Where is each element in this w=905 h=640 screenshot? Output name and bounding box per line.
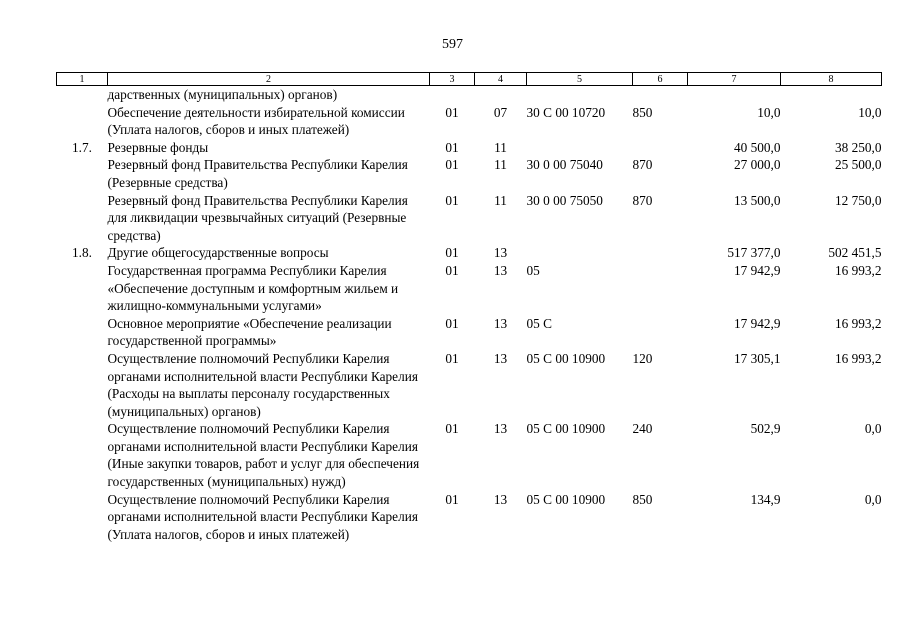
expense-type-code — [633, 262, 688, 315]
expense-type-code: 850 — [632, 104, 653, 120]
column-header: 8 — [781, 73, 882, 86]
amount-year-1: 27 000,0 — [733, 157, 781, 173]
section-code: 01 — [445, 139, 459, 155]
expense-name: Резервный фонд Правительства Республики Карелия для ликвидации чрезвычайных ситуаций (Резервные средства) — [107, 192, 408, 243]
column-header: 3 — [430, 73, 475, 86]
target-article-code: 30 0 00 75050 — [526, 192, 603, 208]
expense-type-code — [633, 244, 688, 262]
row-number — [57, 491, 108, 544]
expense-type-code: 870 — [632, 192, 653, 208]
section-code: 01 — [445, 157, 459, 173]
budget-table — [56, 72, 882, 543]
subsection-code — [475, 86, 527, 104]
table-row — [57, 420, 882, 490]
target-article-code: 05 С 00 10900 — [526, 350, 606, 366]
target-article-code: 30 С 00 10720 — [526, 104, 606, 120]
target-article-code: 05 — [526, 262, 540, 278]
table-row — [57, 104, 882, 139]
expense-type-code: 120 — [632, 350, 653, 366]
amount-year-2: 0,0 — [864, 421, 882, 437]
subsection-code: 13 — [493, 315, 508, 331]
table-row — [57, 244, 882, 262]
amount-year-2: 10,0 — [858, 104, 882, 120]
target-article-code: 30 0 00 75040 — [526, 157, 603, 173]
section-code: 01 — [445, 262, 459, 278]
amount-year-2 — [781, 86, 882, 104]
page-number: 597 — [442, 37, 463, 52]
row-number — [57, 192, 108, 245]
column-header: 7 — [688, 73, 781, 86]
table-row — [57, 350, 882, 420]
section-code: 01 — [445, 245, 459, 261]
amount-year-2: 12 750,0 — [834, 192, 882, 208]
section-code — [430, 86, 475, 104]
expense-name: Осуществление полномочий Республики Карелия органами исполнительной власти Республики Карелия (Расходы на выплаты персоналу государственных (муниципальных) органов) — [107, 350, 418, 419]
table-row — [57, 491, 882, 544]
subsection-code: 07 — [493, 104, 508, 120]
subsection-code: 11 — [494, 157, 507, 173]
table-row — [57, 192, 882, 245]
expense-type-code — [633, 139, 688, 157]
row-number — [57, 350, 108, 420]
section-code: 01 — [445, 491, 459, 507]
expense-type-code: 870 — [632, 157, 653, 173]
amount-year-1: 502,9 — [750, 421, 781, 437]
section-code: 01 — [445, 104, 459, 120]
table-row — [57, 156, 882, 191]
target-article-code — [527, 86, 633, 104]
expense-name: Основное мероприятие «Обеспечение реализации государственной программы» — [107, 315, 392, 349]
expense-name: Обеспечение деятельности избирательной комиссии (Уплата налогов, сборов и иных платежей) — [107, 104, 405, 138]
row-number — [57, 156, 108, 191]
expense-name: Резервные фонды — [107, 139, 209, 155]
column-header: 4 — [475, 73, 527, 86]
target-article-code: 05 С 00 10900 — [526, 421, 606, 437]
amount-year-1: 134,9 — [750, 491, 781, 507]
expense-name: Осуществление полномочий Республики Карелия органами исполнительной власти Республики Карелия (Уплата налогов, сборов и иных платежей) — [107, 491, 418, 542]
target-article-code: 05 С 00 10900 — [526, 491, 606, 507]
subsection-code: 11 — [494, 192, 507, 208]
amount-year-1: 517 377,0 — [727, 245, 781, 261]
expense-name: Осуществление полномочий Республики Карелия органами исполнительной власти Республики Карелия (Иные закупки товаров, работ и услуг для обеспечения государственных (муниципальных) нужд) — [107, 421, 420, 490]
subsection-code: 11 — [494, 139, 507, 155]
subsection-code: 13 — [493, 262, 508, 278]
row-number — [57, 315, 108, 350]
row-number: 1.8. — [72, 245, 92, 261]
amount-year-1: 17 942,9 — [733, 262, 781, 278]
subsection-code: 13 — [493, 491, 508, 507]
expense-name: Другие общегосударственные вопросы — [107, 245, 329, 261]
amount-year-1: 10,0 — [757, 104, 781, 120]
subsection-code: 13 — [493, 421, 508, 437]
table-row — [57, 262, 882, 315]
expense-type-code: 850 — [632, 491, 653, 507]
amount-year-2: 0,0 — [864, 491, 882, 507]
row-number — [57, 262, 108, 315]
amount-year-1: 40 500,0 — [733, 139, 781, 155]
expense-type-code: 240 — [632, 421, 653, 437]
column-number-header-row — [57, 73, 882, 86]
column-header: 2 — [108, 73, 430, 86]
row-number — [57, 420, 108, 490]
target-article-code — [527, 139, 633, 157]
amount-year-2: 25 500,0 — [834, 157, 882, 173]
expense-name: Резервный фонд Правительства Республики Карелия (Резервные средства) — [107, 157, 408, 190]
table-row — [57, 139, 882, 157]
target-article-code: 05 С — [526, 315, 552, 331]
subsection-code: 13 — [493, 350, 508, 366]
table-row — [57, 315, 882, 350]
row-number — [57, 104, 108, 139]
amount-year-2: 38 250,0 — [834, 139, 882, 155]
section-code: 01 — [445, 192, 459, 208]
column-header: 1 — [57, 73, 108, 86]
column-header: 5 — [527, 73, 633, 86]
subsection-code: 13 — [493, 245, 508, 261]
section-code: 01 — [445, 350, 459, 366]
amount-year-2: 502 451,5 — [828, 245, 882, 261]
amount-year-1: 17 305,1 — [733, 350, 781, 366]
expense-type-code — [633, 86, 688, 104]
table-row — [57, 86, 882, 104]
expense-type-code — [633, 315, 688, 350]
section-code: 01 — [445, 421, 459, 437]
amount-year-1: 17 942,9 — [733, 315, 781, 331]
amount-year-1: 13 500,0 — [733, 192, 781, 208]
amount-year-2: 16 993,2 — [834, 262, 882, 278]
row-number — [57, 86, 108, 104]
column-header: 6 — [633, 73, 688, 86]
expense-name: дарственных (муниципальных) органов) — [107, 87, 338, 102]
row-number: 1.7. — [72, 139, 92, 155]
section-code: 01 — [445, 315, 459, 331]
amount-year-2: 16 993,2 — [834, 315, 882, 331]
table-body — [57, 86, 882, 544]
amount-year-2: 16 993,2 — [834, 350, 882, 366]
amount-year-1 — [688, 86, 781, 104]
target-article-code — [527, 244, 633, 262]
expense-name: Государственная программа Республики Карелия «Обеспечение доступным и комфортным жильем и жилищно-коммунальными услугами» — [107, 262, 399, 314]
